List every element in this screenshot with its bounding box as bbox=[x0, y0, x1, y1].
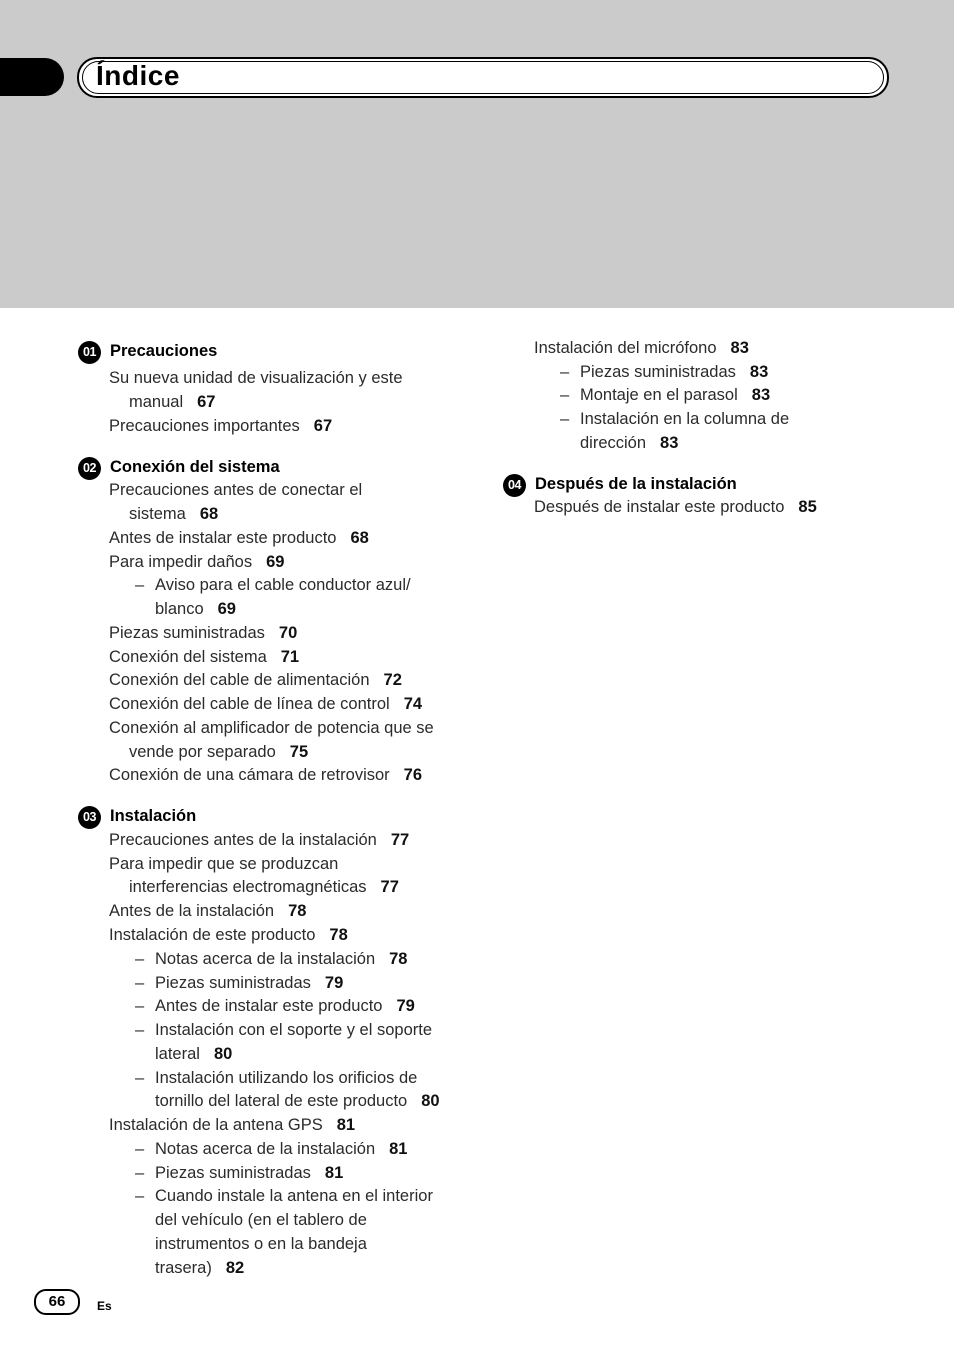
page-ref: 83 bbox=[751, 386, 771, 404]
toc-entry[interactable]: Conexión del cable de línea de control 74 bbox=[109, 695, 423, 713]
page-ref: 81 bbox=[336, 1116, 356, 1134]
page-ref: 78 bbox=[288, 902, 307, 920]
toc-subentry[interactable]: Instalación con el soporte y el soporte bbox=[155, 1021, 432, 1039]
section-heading: Conexión del sistema bbox=[110, 458, 280, 476]
toc-entry[interactable]: Conexión del cable de alimentación 72 bbox=[109, 671, 402, 689]
page-ref: 79 bbox=[324, 974, 344, 992]
page-ref: 72 bbox=[383, 671, 402, 689]
toc-entry[interactable]: Instalación de la antena GPS 81 bbox=[109, 1116, 356, 1134]
toc-entry[interactable]: Antes de la instalación 78 bbox=[109, 902, 307, 920]
dash-bullet: – bbox=[135, 576, 145, 594]
section-heading: Precauciones bbox=[110, 342, 218, 360]
toc-subentry-continued[interactable]: lateral 80 bbox=[155, 1045, 233, 1063]
dash-bullet: – bbox=[560, 386, 570, 404]
toc-subentry[interactable]: Instalación en la columna de bbox=[580, 410, 790, 428]
page-ref: 80 bbox=[421, 1092, 440, 1110]
dash-bullet: – bbox=[135, 1021, 145, 1039]
toc-subentry[interactable]: Notas acerca de la instalación 81 bbox=[155, 1140, 408, 1158]
toc-entry-continued[interactable]: interferencias electromagnéticas 77 bbox=[129, 878, 399, 896]
toc-entry-continued[interactable]: vende por separado 75 bbox=[129, 743, 309, 761]
page-ref: 68 bbox=[199, 505, 219, 523]
toc-subentry-continued[interactable]: tornillo del lateral de este producto 80 bbox=[155, 1092, 440, 1110]
toc-entry[interactable]: Instalación del micrófono 83 bbox=[534, 339, 749, 357]
toc-subentry[interactable]: Notas acerca de la instalación 78 bbox=[155, 950, 408, 968]
section-badge-01: 01 bbox=[78, 341, 101, 364]
toc-subentry-continued[interactable]: dirección 83 bbox=[580, 434, 679, 452]
page-ref: 77 bbox=[390, 831, 410, 849]
toc-entry[interactable]: Su nueva unidad de visualización y este bbox=[109, 369, 403, 387]
toc-subentry-continued[interactable]: blanco 69 bbox=[155, 600, 236, 618]
dash-bullet: – bbox=[135, 1164, 145, 1182]
dash-bullet: – bbox=[560, 410, 570, 428]
page-ref: 78 bbox=[389, 950, 408, 968]
toc-entry[interactable]: Para impedir daños 69 bbox=[109, 553, 285, 571]
dash-bullet: – bbox=[135, 1140, 145, 1158]
page-ref: 81 bbox=[324, 1164, 344, 1182]
toc-entry[interactable]: Conexión al amplificador de potencia que se bbox=[109, 719, 434, 737]
toc-entry[interactable]: Precauciones importantes 67 bbox=[109, 417, 333, 435]
section-badge-04: 04 bbox=[503, 474, 526, 497]
page-ref: 83 bbox=[660, 434, 679, 452]
section-heading: Instalación bbox=[110, 807, 197, 825]
page-ref: 70 bbox=[278, 624, 298, 642]
page-ref: 76 bbox=[403, 766, 423, 784]
toc-entry[interactable]: Conexión del sistema 71 bbox=[109, 648, 300, 666]
toc-entry[interactable]: Precauciones antes de la instalación 77 bbox=[109, 831, 410, 849]
page-ref: 78 bbox=[329, 926, 348, 944]
page-ref: 68 bbox=[350, 529, 369, 547]
language-code: Es bbox=[97, 1299, 112, 1313]
page-ref: 79 bbox=[396, 997, 415, 1015]
page-ref: 80 bbox=[213, 1045, 233, 1063]
toc-entry[interactable]: Después de instalar este producto 85 bbox=[534, 498, 817, 516]
page-ref: 67 bbox=[313, 417, 333, 435]
toc-entry[interactable]: Para impedir que se produzcan bbox=[109, 855, 339, 873]
toc-entry-continued[interactable]: sistema 68 bbox=[129, 505, 219, 523]
page-ref: 85 bbox=[798, 498, 817, 516]
page-ref: 74 bbox=[403, 695, 423, 713]
toc-subentry-continued[interactable]: trasera) 82 bbox=[155, 1259, 245, 1277]
toc-entry-continued[interactable]: manual 67 bbox=[129, 393, 216, 411]
dash-bullet: – bbox=[135, 997, 145, 1015]
page-ref: 81 bbox=[389, 1140, 408, 1158]
page-ref: 71 bbox=[280, 648, 300, 666]
page-ref: 69 bbox=[217, 600, 236, 618]
page-ref: 83 bbox=[730, 339, 749, 357]
toc-subentry[interactable]: Piezas suministradas 79 bbox=[155, 974, 344, 992]
toc-subentry[interactable]: Piezas suministradas 81 bbox=[155, 1164, 344, 1182]
page-ref: 77 bbox=[380, 878, 399, 896]
toc-subentry[interactable]: Aviso para el cable conductor azul/ bbox=[155, 576, 411, 594]
toc-entry[interactable]: Instalación de este producto 78 bbox=[109, 926, 348, 944]
section-badge-03: 03 bbox=[78, 806, 101, 829]
toc-subentry-continued[interactable]: del vehículo (en el tablero de bbox=[155, 1211, 367, 1229]
toc-entry[interactable]: Precauciones antes de conectar el bbox=[109, 481, 363, 499]
toc-subentry[interactable]: Piezas suministradas 83 bbox=[580, 363, 769, 381]
dash-bullet: – bbox=[135, 974, 145, 992]
toc-entry[interactable]: Piezas suministradas 70 bbox=[109, 624, 298, 642]
page-ref: 75 bbox=[289, 743, 309, 761]
page-ref: 67 bbox=[197, 393, 216, 411]
page-ref: 69 bbox=[266, 553, 285, 571]
dash-bullet: – bbox=[135, 1069, 145, 1087]
dash-bullet: – bbox=[135, 1187, 145, 1205]
toc-subentry[interactable]: Cuando instale la antena en el interior bbox=[155, 1187, 433, 1205]
section-badge-02: 02 bbox=[78, 457, 101, 480]
page-title: Índice bbox=[96, 60, 180, 91]
page-ref: 83 bbox=[749, 363, 769, 381]
toc-subentry[interactable]: Antes de instalar este producto 79 bbox=[155, 997, 415, 1015]
toc-subentry[interactable]: Montaje en el parasol 83 bbox=[580, 386, 771, 404]
toc-subentry[interactable]: Instalación utilizando los orificios de bbox=[155, 1069, 418, 1087]
page-number: 66 bbox=[34, 1289, 80, 1315]
page-ref: 82 bbox=[225, 1259, 245, 1277]
toc-entry[interactable]: Antes de instalar este producto 68 bbox=[109, 529, 369, 547]
toc-entry[interactable]: Conexión de una cámara de retrovisor 76 bbox=[109, 766, 423, 784]
section-heading: Después de la instalación bbox=[535, 475, 737, 493]
dash-bullet: – bbox=[560, 363, 570, 381]
toc-subentry-continued[interactable]: instrumentos o en la bandeja bbox=[155, 1235, 367, 1253]
dash-bullet: – bbox=[135, 950, 145, 968]
